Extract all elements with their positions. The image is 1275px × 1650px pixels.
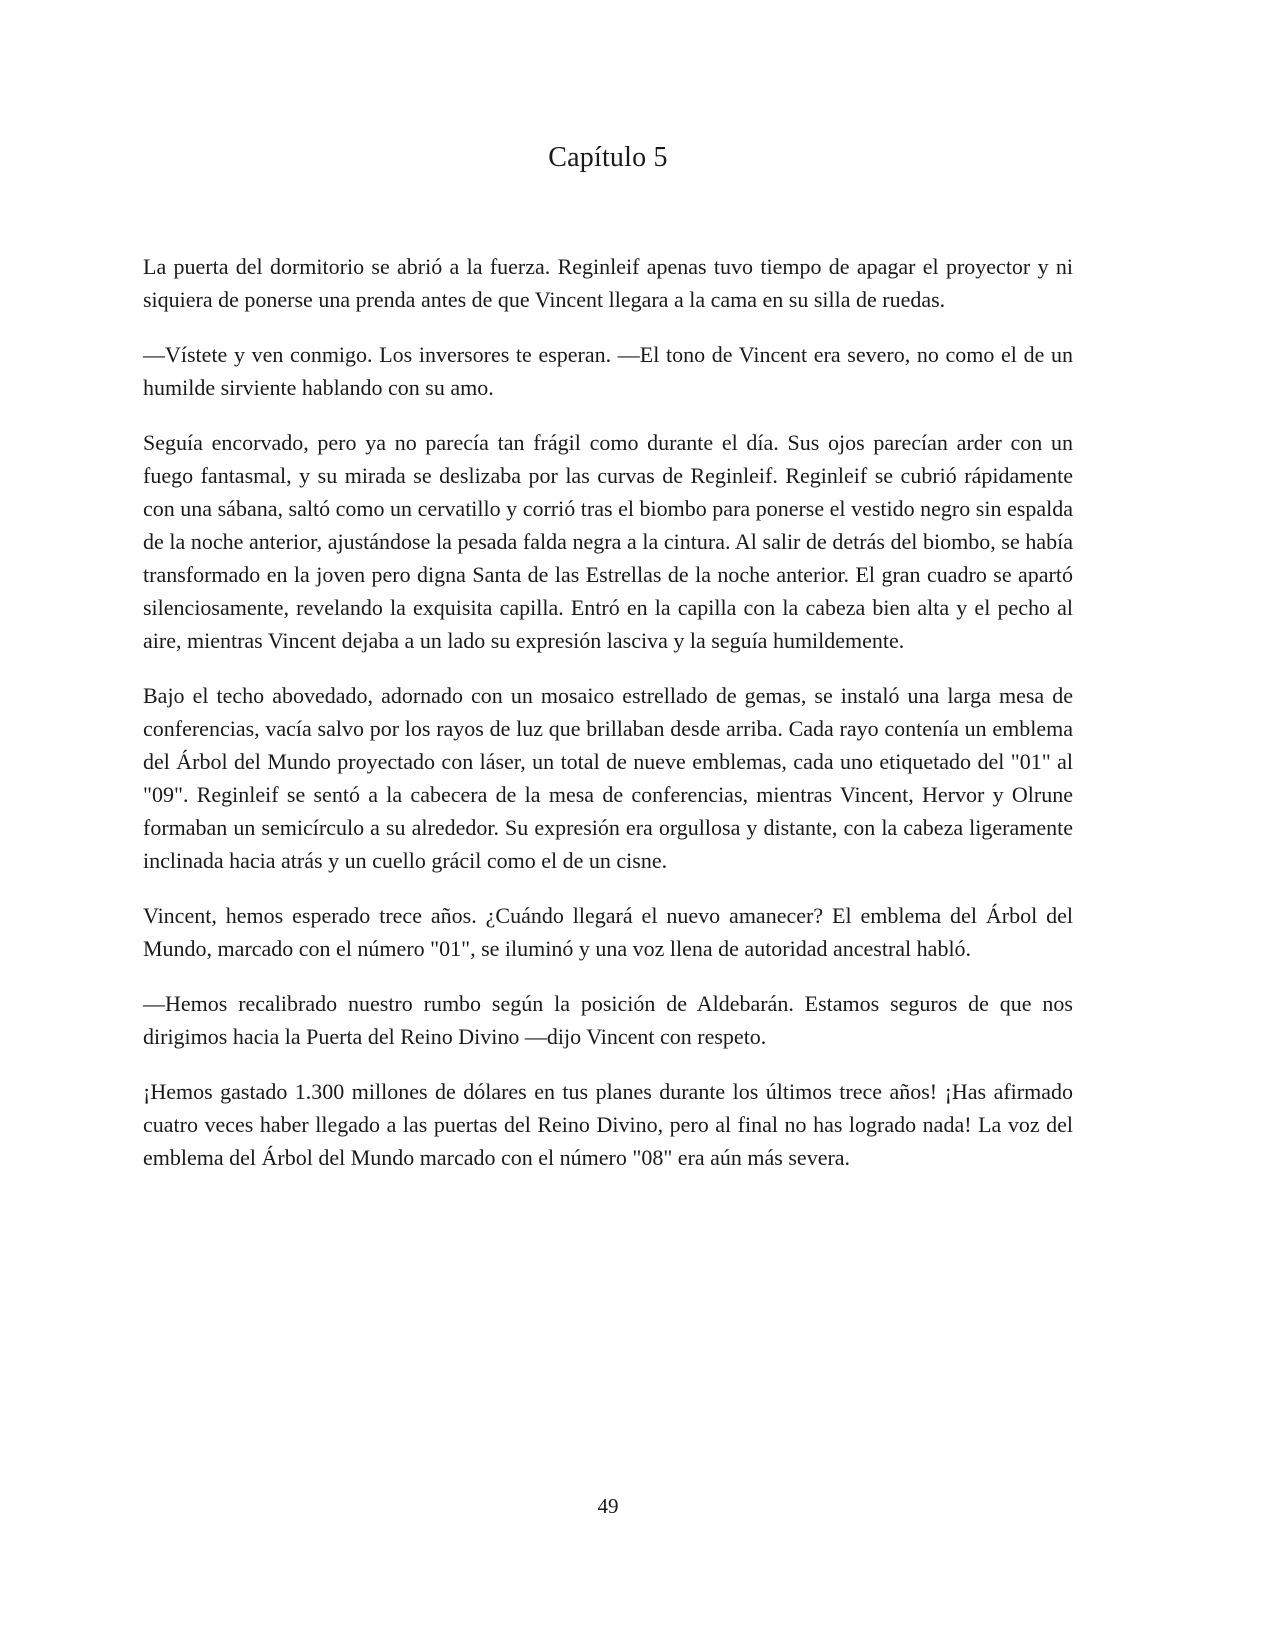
- document-body: [143, 250, 1073, 1174]
- paragraph: ¡Hemos gastado 1.300 millones de dólares en tus planes durante los últimos trece años! ¡Has afirmado cuatro veces haber llegado a las puertas del Reino Divino, pero al final no has logrado nada! La voz del emblema del Árbol del Mundo marcado con el número "08" era aún más severa.: [143, 1079, 1073, 1170]
- paragraph: Vincent, hemos esperado trece años. ¿Cuándo llegará el nuevo amanecer? El emblema del Árbol del Mundo, marcado con el número "01", se iluminó y una voz llena de autoridad ancestral habló.: [143, 903, 1073, 961]
- paragraph: Bajo el techo abovedado, adornado con un mosaico estrellado de gemas, se instaló una larga mesa de conferencias, vacía salvo por los rayos de luz que brillaban desde arriba. Cada rayo contenía un emblema del Árbol del Mundo proyectado con láser, un total de nueve emblemas, cada uno etiquetado del "01" al "09". Reginleif se sentó a la cabecera de la mesa de conferencias, mientras Vincent, Hervor y Olrune formaban un semicírculo a su alrededor. Su expresión era orgullosa y distante, con la cabeza ligeramente inclinada hacia atrás y un cuello grácil como el de un cisne.: [143, 683, 1073, 873]
- chapter-title: Capítulo 5: [548, 142, 668, 173]
- paragraph: —Vístete y ven conmigo. Los inversores te esperan. —El tono de Vincent era severo, no como el de un humilde sirviente hablando con su amo.: [143, 342, 1073, 400]
- paragraph: —Hemos recalibrado nuestro rumbo según la posición de Aldebarán. Estamos seguros de que nos dirigimos hacia la Puerta del Reino Divino —dijo Vincent con respeto.: [143, 991, 1073, 1049]
- page-number: 49: [597, 1494, 619, 1518]
- paragraph: Seguía encorvado, pero ya no parecía tan frágil como durante el día. Sus ojos parecían arder con un fuego fantasmal, y su mirada se deslizaba por las curvas de Reginleif. Reginleif se cubrió rápidamente con una sábana, saltó como un cervatillo y corrió tras el biombo para ponerse el vestido negro sin espalda de la noche anterior, ajustándose la pesada falda negra a la cintura. Al salir de detrás del biombo, se había transformado en la joven pero digna Santa de las Estrellas de la noche anterior. El gran cuadro se apartó silenciosamente, revelando la exquisita capilla. Entró en la capilla con la cabeza bien alta y el pecho al aire, mientras Vincent dejaba a un lado su expresión lasciva y la seguía humildemente.: [143, 430, 1073, 653]
- paragraph: La puerta del dormitorio se abrió a la fuerza. Reginleif apenas tuvo tiempo de apagar el proyector y ni siquiera de ponerse una prenda antes de que Vincent llegara a la cama en su silla de ruedas.: [143, 254, 1073, 312]
